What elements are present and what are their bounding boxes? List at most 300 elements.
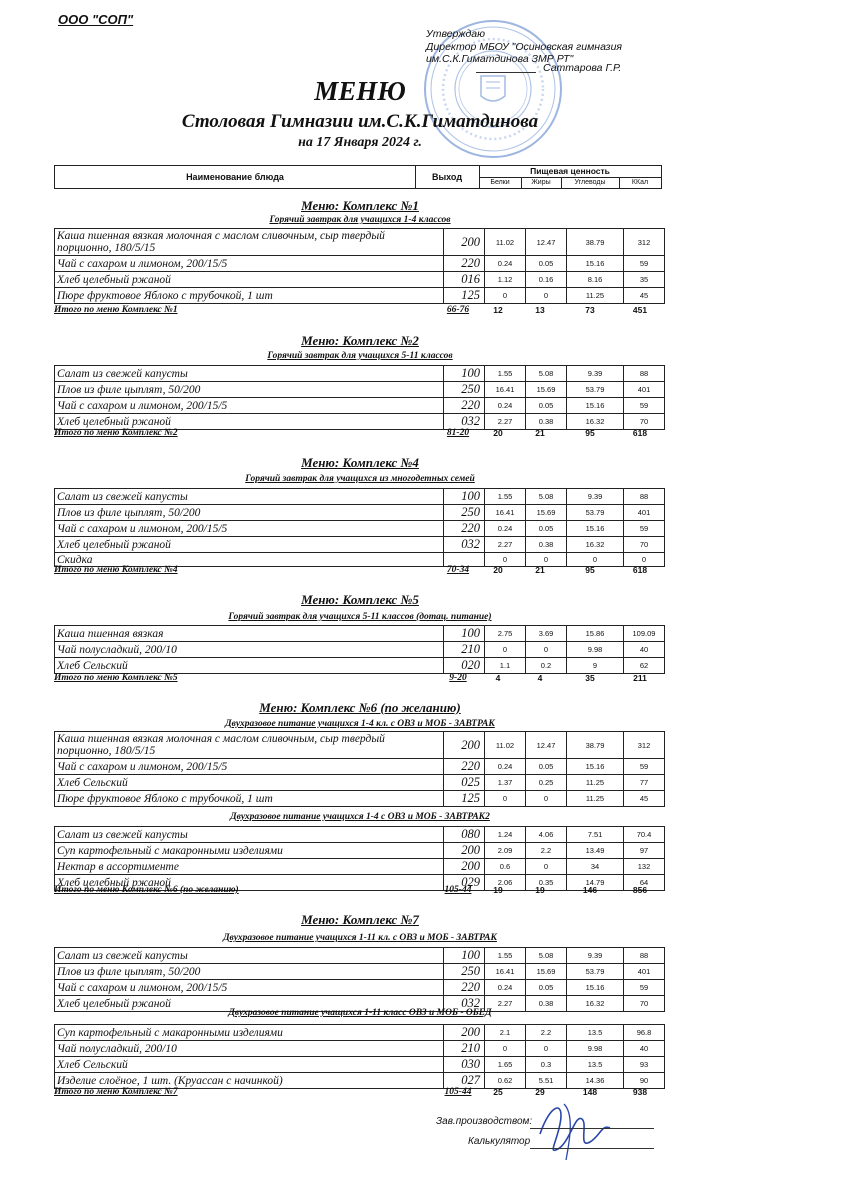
table-row xyxy=(55,272,665,288)
dish-name: Плов из филе цыплят, 50/200 xyxy=(55,505,444,521)
dish-carbs: 53.79 xyxy=(567,505,624,521)
dish-fats: 0 xyxy=(526,288,567,304)
dish-proteins: 2.27 xyxy=(485,537,526,553)
dish-proteins: 1.65 xyxy=(485,1057,526,1073)
dish-proteins: 0 xyxy=(485,553,526,567)
organization-name: ООО "СОП" xyxy=(58,12,134,27)
dish-proteins: 2.09 xyxy=(485,843,526,859)
dish-kcal: 59 xyxy=(624,256,665,272)
approval-line-3: им.С.К.Гиматдинова ЗМР РТ" xyxy=(426,53,574,65)
dish-proteins: 2.1 xyxy=(485,1025,526,1041)
dish-output: 220 xyxy=(444,256,485,272)
section-total xyxy=(54,305,662,317)
dish-carbs: 7.51 xyxy=(567,827,624,843)
total-value: 29 xyxy=(535,1087,545,1097)
total-value: 20 xyxy=(493,565,503,575)
header-dish-name: Наименование блюда xyxy=(55,166,416,188)
dish-carbs: 16.32 xyxy=(567,537,624,553)
dish-kcal: 88 xyxy=(624,366,665,382)
dish-name: Плов из филе цыплят, 50/200 xyxy=(55,964,444,980)
dish-proteins: 1.55 xyxy=(485,948,526,964)
dish-output: 210 xyxy=(444,642,485,658)
dish-fats: 12.47 xyxy=(526,229,567,256)
total-value: 19 xyxy=(493,885,503,895)
dish-proteins: 11.02 xyxy=(485,732,526,759)
table-row xyxy=(55,827,665,843)
total-label: Итого по меню Комплекс №5 xyxy=(54,673,178,683)
dish-output: 200 xyxy=(444,732,485,759)
table-row xyxy=(55,1057,665,1073)
dish-kcal: 97 xyxy=(624,843,665,859)
dish-name: Хлеб Сельский xyxy=(55,775,444,791)
dish-name: Хлеб Сельский xyxy=(55,658,444,674)
page-title: МЕНЮ xyxy=(314,76,406,106)
dish-name: Чай полусладкий, 200/10 xyxy=(55,1041,444,1057)
total-value: 4 xyxy=(495,673,501,683)
group-subtitle: Горячий завтрак для учащихся 5-11 классов (дотац. питание) xyxy=(228,612,492,622)
dish-name: Каша пшенная вязкая xyxy=(55,626,444,642)
header-proteins: Белки xyxy=(479,177,522,188)
dish-output: 020 xyxy=(444,658,485,674)
table-row xyxy=(55,964,665,980)
dish-kcal: 401 xyxy=(624,964,665,980)
total-value: 856 xyxy=(632,885,648,895)
dish-proteins: 0.24 xyxy=(485,980,526,996)
dish-carbs: 38.79 xyxy=(567,732,624,759)
dish-name: Хлеб целебный ржаной xyxy=(55,996,444,1012)
dish-fats: 5.51 xyxy=(526,1073,567,1089)
dish-proteins: 2.27 xyxy=(485,996,526,1012)
table-row xyxy=(55,398,665,414)
dish-name: Салат из свежей капусты xyxy=(55,366,444,382)
dish-carbs: 11.25 xyxy=(567,775,624,791)
dish-carbs: 15.16 xyxy=(567,521,624,537)
dish-output: 210 xyxy=(444,1041,485,1057)
calculator-line xyxy=(530,1148,654,1149)
dish-name: Салат из свежей капусты xyxy=(55,827,444,843)
dish-name: Чай полусладкий, 200/10 xyxy=(55,642,444,658)
dish-name: Чай с сахаром и лимоном, 200/15/5 xyxy=(55,256,444,272)
section-title: Меню: Комплекс №4 xyxy=(301,455,419,470)
table-row xyxy=(55,537,665,553)
dish-output: 200 xyxy=(444,1025,485,1041)
dish-proteins: 16.41 xyxy=(485,964,526,980)
total-value: 618 xyxy=(632,565,648,575)
dish-carbs: 53.79 xyxy=(567,964,624,980)
dish-output: 029 xyxy=(444,875,485,891)
dish-proteins: 0.24 xyxy=(485,398,526,414)
section-total xyxy=(54,565,662,577)
dish-name: Суп картофельный с макаронными изделиями xyxy=(55,1025,444,1041)
total-price: 70-34 xyxy=(446,565,470,575)
calculator-label: Калькулятор xyxy=(468,1136,531,1147)
dish-name: Пюре фруктовое Яблоко с трубочкой, 1 шт xyxy=(55,791,444,807)
dish-fats: 5.08 xyxy=(526,366,567,382)
dish-carbs: 15.16 xyxy=(567,398,624,414)
dish-name: Хлеб целебный ржаной xyxy=(55,537,444,553)
dish-kcal: 45 xyxy=(624,791,665,807)
table-row xyxy=(55,948,665,964)
dish-carbs: 15.16 xyxy=(567,980,624,996)
table-row xyxy=(55,1041,665,1057)
dish-proteins: 2.27 xyxy=(485,414,526,430)
dish-carbs: 15.16 xyxy=(567,759,624,775)
dish-table xyxy=(54,947,665,1012)
total-label: Итого по меню Комплекс №7 xyxy=(54,1087,178,1097)
table-row xyxy=(55,1025,665,1041)
table-row xyxy=(55,366,665,382)
dish-output: 200 xyxy=(444,859,485,875)
dish-output: 027 xyxy=(444,1073,485,1089)
approval-line-2: Директор МБОУ "Осиновская гимназия xyxy=(426,40,623,53)
dish-name: Чай с сахаром и лимоном, 200/15/5 xyxy=(55,980,444,996)
dish-carbs: 14.36 xyxy=(567,1073,624,1089)
total-price: 66-76 xyxy=(446,305,470,315)
dish-proteins: 0 xyxy=(485,1041,526,1057)
table-row xyxy=(55,775,665,791)
dish-name: Скидка xyxy=(55,553,444,567)
dish-fats: 4.06 xyxy=(526,827,567,843)
dish-carbs: 0 xyxy=(567,553,624,567)
dish-name: Суп картофельный с макаронными изделиями xyxy=(55,843,444,859)
dish-proteins: 0.24 xyxy=(485,521,526,537)
total-value: 618 xyxy=(632,428,648,438)
table-row xyxy=(55,288,665,304)
dish-output: 080 xyxy=(444,827,485,843)
dish-fats: 15.69 xyxy=(526,505,567,521)
dish-output: 220 xyxy=(444,759,485,775)
table-row xyxy=(55,489,665,505)
header-carbs: Углеводы xyxy=(561,177,620,188)
dish-fats: 0.3 xyxy=(526,1057,567,1073)
dish-proteins: 0.24 xyxy=(485,256,526,272)
dish-fats: 5.08 xyxy=(526,948,567,964)
dish-carbs: 14.79 xyxy=(567,875,624,891)
dish-output: 250 xyxy=(444,382,485,398)
total-value: 21 xyxy=(535,565,545,575)
header-output: Выход xyxy=(415,166,480,188)
dish-proteins: 11.02 xyxy=(485,229,526,256)
total-label: Итого по меню Комплекс №4 xyxy=(54,565,178,575)
group-subtitle: Двухразовое питание учащихся 1-4 кл. с ОВЗ и МОБ - ЗАВТРАК xyxy=(225,719,495,729)
dish-name: Чай с сахаром и лимоном, 200/15/5 xyxy=(55,398,444,414)
total-value: 95 xyxy=(585,565,595,575)
table-row xyxy=(55,382,665,398)
dish-carbs: 34 xyxy=(567,859,624,875)
table-row xyxy=(55,521,665,537)
total-value: 4 xyxy=(537,673,543,683)
dish-carbs: 11.25 xyxy=(567,791,624,807)
dish-fats: 0.35 xyxy=(526,875,567,891)
dish-output: 220 xyxy=(444,398,485,414)
approval-line-1: Утверждаю xyxy=(426,28,486,40)
dish-carbs: 16.32 xyxy=(567,414,624,430)
total-value: 148 xyxy=(582,1087,598,1097)
dish-fats: 2.2 xyxy=(526,843,567,859)
dish-proteins: 16.41 xyxy=(485,505,526,521)
total-value: 938 xyxy=(632,1087,648,1097)
dish-fats: 0.38 xyxy=(526,414,567,430)
dish-fats: 0.05 xyxy=(526,980,567,996)
dish-carbs: 11.25 xyxy=(567,288,624,304)
dish-proteins: 1.55 xyxy=(485,366,526,382)
table-row xyxy=(55,980,665,996)
dish-name: Хлеб Сельский xyxy=(55,1057,444,1073)
section-title: Меню: Комплекс №2 xyxy=(301,333,419,348)
total-value: 21 xyxy=(535,428,545,438)
total-value: 13 xyxy=(535,305,545,315)
dish-proteins: 1.55 xyxy=(485,489,526,505)
table-header xyxy=(54,165,662,189)
dish-kcal: 88 xyxy=(624,489,665,505)
dish-proteins: 1.24 xyxy=(485,827,526,843)
table-row xyxy=(55,658,665,674)
dish-carbs: 13.49 xyxy=(567,843,624,859)
dish-kcal: 90 xyxy=(624,1073,665,1089)
dish-table xyxy=(54,625,665,674)
director-name: Саттарова Г.Р. xyxy=(543,62,622,74)
group-subtitle: Горячий завтрак для учащихся из многодетных семей xyxy=(245,474,475,484)
dish-name: Каша пшенная вязкая молочная с маслом сливочным, сыр твердый порционно, 180/5/15 xyxy=(55,732,444,759)
dish-output: 030 xyxy=(444,1057,485,1073)
dish-fats: 0 xyxy=(526,1041,567,1057)
dish-name: Плов из филе цыплят, 50/200 xyxy=(55,382,444,398)
dish-fats: 0.05 xyxy=(526,521,567,537)
header-fats: Жиры xyxy=(521,177,562,188)
total-label: Итого по меню Комплекс №2 xyxy=(54,428,178,438)
dish-output: 220 xyxy=(444,980,485,996)
dish-carbs: 9.98 xyxy=(567,1041,624,1057)
dish-table xyxy=(54,228,665,304)
dish-table xyxy=(54,731,665,807)
dish-carbs: 15.86 xyxy=(567,626,624,642)
dish-proteins: 1.1 xyxy=(485,658,526,674)
total-value: 73 xyxy=(585,305,595,315)
dish-output: 032 xyxy=(444,537,485,553)
dish-fats: 0.05 xyxy=(526,759,567,775)
group-subtitle: Двухразовое питание учащихся 1-11 кл. с ОВЗ и МОБ - ЗАВТРАК xyxy=(223,933,497,943)
dish-table xyxy=(54,488,665,567)
table-row xyxy=(55,843,665,859)
director-signature-line xyxy=(476,72,536,73)
dish-fats: 0.05 xyxy=(526,256,567,272)
dish-kcal: 401 xyxy=(624,382,665,398)
total-value: 12 xyxy=(493,305,503,315)
total-value: 146 xyxy=(582,885,598,895)
dish-kcal: 96.8 xyxy=(624,1025,665,1041)
dish-proteins: 0 xyxy=(485,288,526,304)
dish-output: 100 xyxy=(444,948,485,964)
signature-icon xyxy=(530,1094,620,1164)
dish-kcal: 70 xyxy=(624,414,665,430)
table-row xyxy=(55,859,665,875)
total-value: 25 xyxy=(493,1087,503,1097)
dish-fats: 12.47 xyxy=(526,732,567,759)
dish-output: 125 xyxy=(444,791,485,807)
dish-fats: 0.16 xyxy=(526,272,567,288)
group-subtitle: Двухразовое питание учащихся 1-11 класс ОВЗ и МОБ - ОБЕД xyxy=(228,1008,492,1018)
dish-output: 032 xyxy=(444,996,485,1012)
dish-name: Салат из свежей капусты xyxy=(55,489,444,505)
header-kcal: ККал xyxy=(631,179,649,186)
table-row xyxy=(55,759,665,775)
dish-output: 100 xyxy=(444,626,485,642)
dish-proteins: 2.06 xyxy=(485,875,526,891)
dish-carbs: 15.16 xyxy=(567,256,624,272)
dish-proteins: 0.62 xyxy=(485,1073,526,1089)
dish-fats: 2.2 xyxy=(526,1025,567,1041)
table-row xyxy=(55,256,665,272)
total-value: 211 xyxy=(633,673,647,683)
dish-kcal: 59 xyxy=(624,398,665,414)
dish-kcal: 45 xyxy=(624,288,665,304)
dish-kcal: 70 xyxy=(624,996,665,1012)
dish-output: 250 xyxy=(444,964,485,980)
dish-output: 125 xyxy=(444,288,485,304)
table-row xyxy=(55,642,665,658)
dish-output: 025 xyxy=(444,775,485,791)
dish-kcal: 59 xyxy=(624,980,665,996)
dish-name: Хлеб целебный ржаной xyxy=(55,875,444,891)
dish-proteins: 0.24 xyxy=(485,759,526,775)
total-price: 9-20 xyxy=(449,673,467,683)
group-subtitle: Горячий завтрак для учащихся 1-4 классов xyxy=(269,215,451,225)
dish-kcal: 59 xyxy=(624,759,665,775)
dish-output: 100 xyxy=(444,366,485,382)
group-subtitle: Двухразовое питание учащихся 1-4 с ОВЗ и МОБ - ЗАВТРАК2 xyxy=(230,812,490,822)
dish-name: Хлеб целебный ржаной xyxy=(55,272,444,288)
total-value: 451 xyxy=(632,305,648,315)
dish-kcal: 0 xyxy=(624,553,665,567)
total-label: Итого по меню Комплекс №1 xyxy=(54,305,178,315)
total-value: 35 xyxy=(585,673,595,683)
dish-fats: 0.38 xyxy=(526,537,567,553)
table-row xyxy=(55,229,665,256)
dish-output: 100 xyxy=(444,489,485,505)
dish-fats: 0.2 xyxy=(526,658,567,674)
dish-output: 250 xyxy=(444,505,485,521)
dish-fats: 0.38 xyxy=(526,996,567,1012)
dish-name: Пюре фруктовое Яблоко с трубочкой, 1 шт xyxy=(55,288,444,304)
dish-carbs: 9.39 xyxy=(567,366,624,382)
dish-fats: 15.69 xyxy=(526,964,567,980)
dish-table xyxy=(54,826,665,891)
dish-kcal: 40 xyxy=(624,1041,665,1057)
dish-kcal: 70.4 xyxy=(624,827,665,843)
section-title: Меню: Комплекс №7 xyxy=(301,912,419,927)
dish-fats: 0 xyxy=(526,791,567,807)
table-row xyxy=(55,626,665,642)
dish-name: Чай с сахаром и лимоном, 200/15/5 xyxy=(55,759,444,775)
dish-table xyxy=(54,1024,665,1089)
section-total xyxy=(54,673,662,685)
dish-proteins: 2.75 xyxy=(485,626,526,642)
dish-name: Изделие слоёное, 1 шт. (Круассан с начинкой) xyxy=(55,1073,444,1089)
total-price: 81-20 xyxy=(446,428,470,438)
total-value: 95 xyxy=(585,428,595,438)
dish-carbs: 8.16 xyxy=(567,272,624,288)
dish-output: 200 xyxy=(444,843,485,859)
dish-proteins: 0 xyxy=(485,791,526,807)
dish-carbs: 9.98 xyxy=(567,642,624,658)
dish-kcal: 64 xyxy=(624,875,665,891)
table-row xyxy=(55,791,665,807)
dish-output: 220 xyxy=(444,521,485,537)
dish-fats: 0 xyxy=(526,553,567,567)
dish-carbs: 38.79 xyxy=(567,229,624,256)
dish-proteins: 16.41 xyxy=(485,382,526,398)
dish-kcal: 88 xyxy=(624,948,665,964)
dish-carbs: 9.39 xyxy=(567,948,624,964)
dish-kcal: 312 xyxy=(624,732,665,759)
dish-fats: 0 xyxy=(526,642,567,658)
dish-name: Хлеб целебный ржаной xyxy=(55,414,444,430)
dish-table xyxy=(54,365,665,430)
dish-kcal: 312 xyxy=(624,229,665,256)
dish-output: 016 xyxy=(444,272,485,288)
dish-fats: 3.69 xyxy=(526,626,567,642)
dish-proteins: 1.12 xyxy=(485,272,526,288)
dish-kcal: 40 xyxy=(624,642,665,658)
dish-kcal: 59 xyxy=(624,521,665,537)
section-title: Меню: Комплекс №1 xyxy=(301,198,419,213)
dish-carbs: 16.32 xyxy=(567,996,624,1012)
dish-kcal: 109.09 xyxy=(624,626,665,642)
dish-name: Каша пшенная вязкая молочная с маслом сливочным, сыр твердый порционно, 180/5/15 xyxy=(55,229,444,256)
section-total xyxy=(54,885,662,897)
dish-carbs: 13.5 xyxy=(567,1057,624,1073)
dish-output: 032 xyxy=(444,414,485,430)
production-manager-label: Зав.производством: xyxy=(436,1116,533,1127)
dish-fats: 0.05 xyxy=(526,398,567,414)
total-value: 20 xyxy=(493,428,503,438)
dish-carbs: 9.39 xyxy=(567,489,624,505)
header-nutrition: Пищевая ценность xyxy=(479,166,661,178)
dish-output: 200 xyxy=(444,229,485,256)
dish-kcal: 70 xyxy=(624,537,665,553)
dish-kcal: 62 xyxy=(624,658,665,674)
page-subtitle: Столовая Гимназии им.С.К.Гиматдинова xyxy=(181,111,539,132)
dish-fats: 0 xyxy=(526,859,567,875)
dish-proteins: 0 xyxy=(485,642,526,658)
dish-name: Чай с сахаром и лимоном, 200/15/5 xyxy=(55,521,444,537)
section-title: Меню: Комплекс №6 (по желанию) xyxy=(259,700,461,715)
table-row xyxy=(55,732,665,759)
menu-date: на 17 Января 2024 г. xyxy=(298,135,422,150)
dish-carbs: 53.79 xyxy=(567,382,624,398)
total-label: Итого по меню Комплекс №6 (по желанию) xyxy=(54,885,239,895)
dish-name: Салат из свежей капусты xyxy=(55,948,444,964)
dish-proteins: 0.6 xyxy=(485,859,526,875)
dish-kcal: 77 xyxy=(624,775,665,791)
approval-block xyxy=(426,28,622,66)
table-row xyxy=(55,505,665,521)
total-value: 19 xyxy=(535,885,545,895)
dish-proteins: 1.37 xyxy=(485,775,526,791)
group-subtitle: Горячий завтрак для учащихся 5-11 классов xyxy=(267,351,453,361)
dish-carbs: 13.5 xyxy=(567,1025,624,1041)
dish-fats: 5.08 xyxy=(526,489,567,505)
total-price: 105-44 xyxy=(444,885,472,895)
dish-name: Нектар в ассортименте xyxy=(55,859,444,875)
dish-kcal: 132 xyxy=(624,859,665,875)
dish-fats: 15.69 xyxy=(526,382,567,398)
total-price: 105-44 xyxy=(444,1087,472,1097)
section-total xyxy=(54,428,662,440)
dish-kcal: 93 xyxy=(624,1057,665,1073)
section-title: Меню: Комплекс №5 xyxy=(301,592,419,607)
production-manager-line xyxy=(530,1128,654,1129)
